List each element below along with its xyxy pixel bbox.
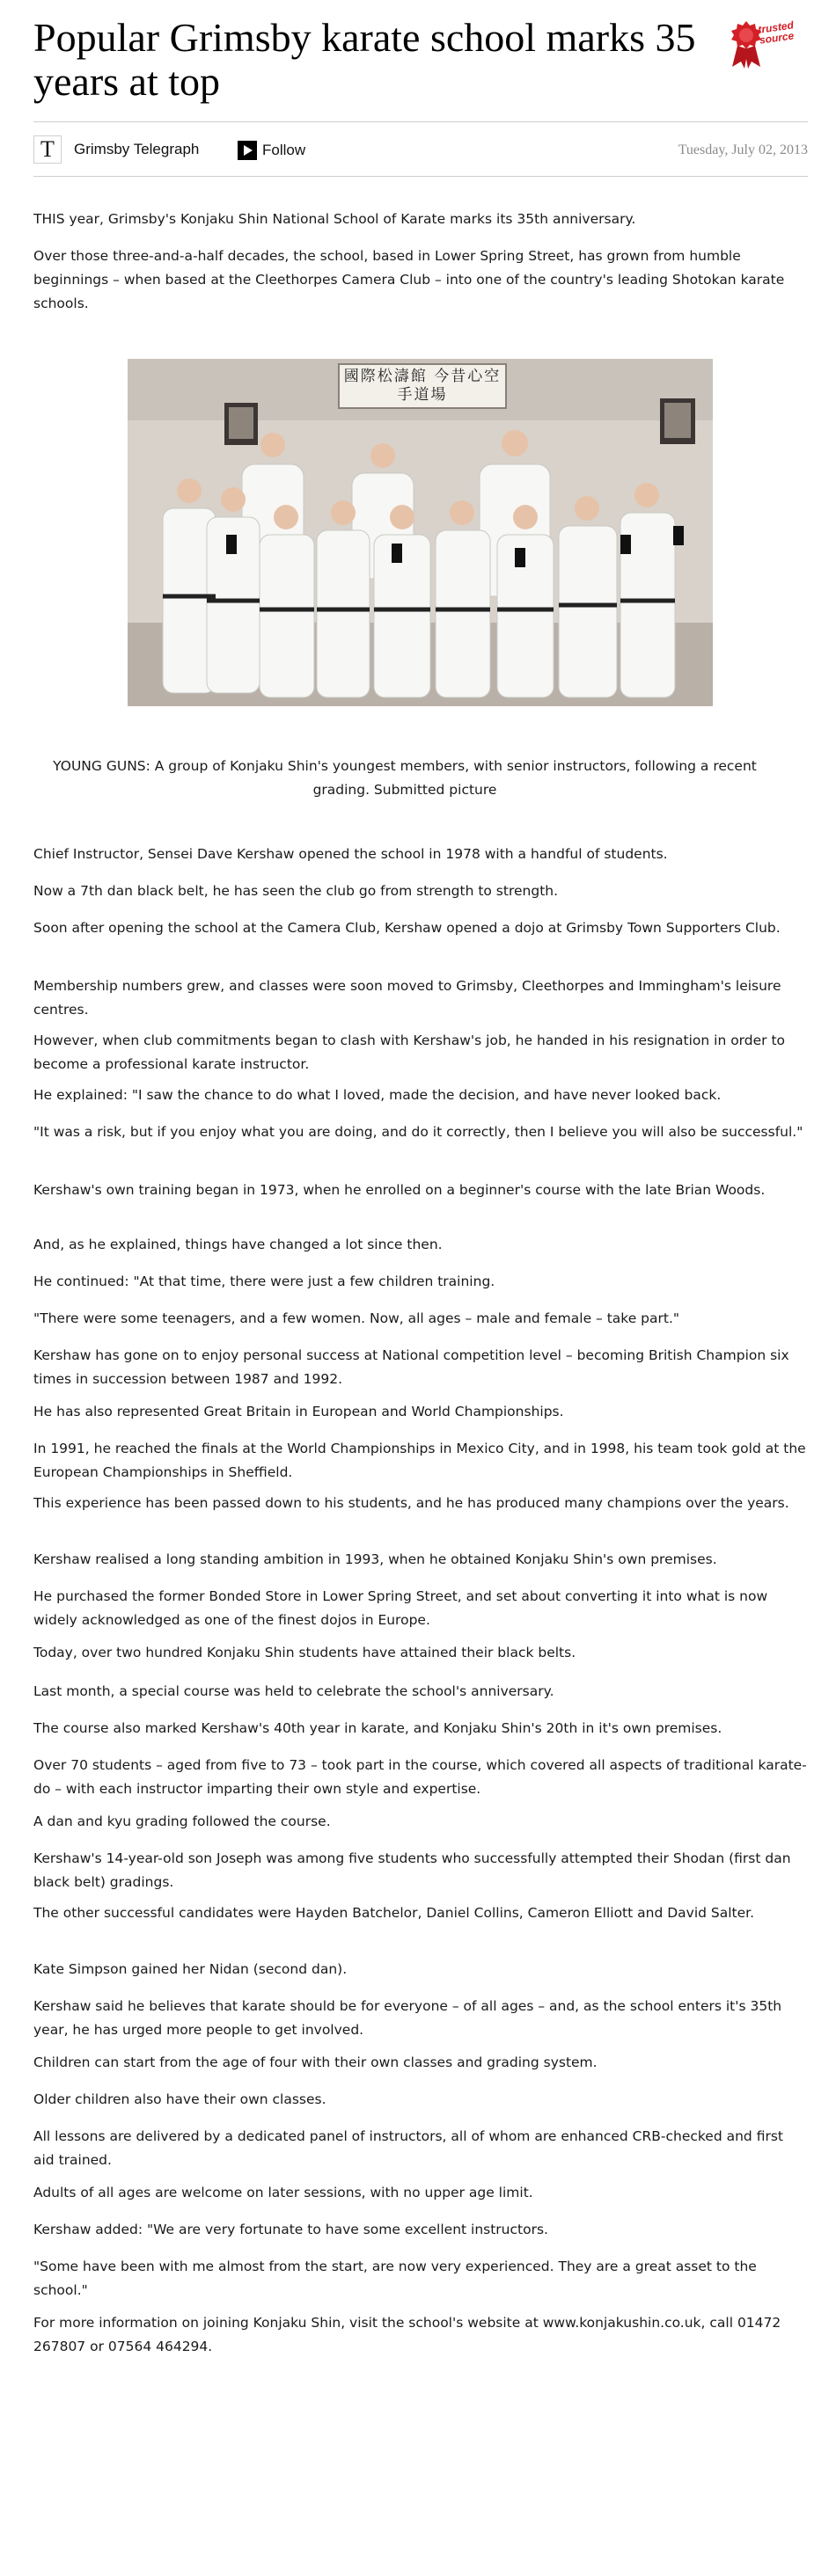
body-paragraph: All lessons are delivered by a dedicated panel of instructors, all of whom are enhanced CRB-checked and first aid trained. (33, 2128, 783, 2168)
follow-button[interactable] (238, 141, 305, 160)
trusted-source-badge (729, 19, 808, 72)
body-paragraph: A dan and kyu grading followed the course. (33, 1813, 331, 1829)
article-headline: Popular Grimsby karate school marks 35 years at top (33, 15, 696, 104)
body-paragraph: Kershaw has gone on to enjoy personal success at National competition level – becoming British Champion six times in succession between 1987 and 1992. (33, 1347, 789, 1387)
body-paragraph: Older children also have their own classes. (33, 2091, 326, 2107)
body-paragraph: Kershaw realised a long standing ambition in 1993, when he obtained Konjaku Shin's own premises. (33, 1551, 717, 1567)
body-paragraph: Adults of all ages are welcome on later sessions, with no upper age limit. (33, 2185, 533, 2200)
body-paragraph: The other successful candidates were Hayden Batchelor, Daniel Collins, Cameron Elliott and David Salter. (33, 1905, 755, 1921)
body-paragraph: For more information on joining Konjaku Shin, visit the school's website at www.konjakushin.co.uk, call 01472 267807 or 07564 464294. (33, 2315, 781, 2354)
dojo-banner-text: 國際松濤館 今昔心空手道場 (343, 368, 502, 404)
body-paragraph: He has also represented Great Britain in European and World Championships. (33, 1404, 564, 1419)
source-divider (33, 176, 808, 177)
body-paragraph: Children can start from the age of four with their own classes and grading system. (33, 2054, 598, 2070)
body-paragraph: Kershaw's own training began in 1973, when he enrolled on a beginner's course with the late Brian Woods. (33, 1182, 766, 1198)
body-paragraph: Kershaw added: "We are very fortunate to have some excellent instructors. (33, 2222, 548, 2237)
body-paragraph: And, as he explained, things have changed a lot since then. (33, 1237, 443, 1252)
body-paragraph: Kate Simpson gained her Nidan (second dan). (33, 1961, 348, 1977)
body-paragraph: Kershaw's 14-year-old son Joseph was among five students who successfully attempted their Shodan (first dan black belt) gradings. (33, 1850, 791, 1890)
source-bar (33, 132, 808, 172)
body-paragraph: Soon after opening the school at the Camera Club, Kershaw opened a dojo at Grimsby Town Supporters Club. (33, 920, 781, 936)
article-photo (128, 359, 713, 706)
follow-label: Follow (262, 142, 306, 158)
body-paragraph: In 1991, he reached the finals at the World Championships in Mexico City, and in 1998, his team took gold at the European Championships in Sheffield. (33, 1441, 806, 1480)
body-paragraph: This experience has been passed down to his students, and he has produced many champions over the years. (33, 1495, 789, 1511)
photo-caption: YOUNG GUNS: A group of Konjaku Shin's youngest members, with senior instructors, following a recent grading. Submitted picture (53, 758, 757, 798)
header-divider (33, 121, 808, 122)
body-paragraph: Today, over two hundred Konjaku Shin students have attained their black belts. (33, 1645, 576, 1660)
body-paragraph: Kershaw said he believes that karate should be for everyone – of all ages – and, as the school enters it's 35th year, he has urged more people to get involved. (33, 1998, 782, 2038)
body-paragraph: Chief Instructor, Sensei Dave Kershaw opened the school in 1978 with a handful of students. (33, 846, 668, 862)
intro-paragraph: Over those three-and-a-half decades, the school, based in Lower Spring Street, has grown from humble beginnings – when based at the Cleethorpes Camera Club – into one of the country's leading Shotokan karate schools. (33, 248, 785, 311)
play-icon (238, 141, 257, 160)
body-paragraph: He continued: "At that time, there were just a few children training. (33, 1273, 495, 1289)
body-paragraph: "It was a risk, but if you enjoy what you are doing, and do it correctly, then I believe you will also be successful." (33, 1124, 803, 1140)
body-paragraph: The course also marked Kershaw's 40th year in karate, and Konjaku Shin's 20th in it's own premises. (33, 1720, 722, 1736)
body-paragraph: Membership numbers grew, and classes were soon moved to Grimsby, Cleethorpes and Immingham's leisure centres. (33, 978, 781, 1018)
body-paragraph: "Some have been with me almost from the start, are now very experienced. They are a great asset to the school." (33, 2259, 757, 2298)
body-paragraph: He purchased the former Bonded Store in Lower Spring Street, and set about converting it into what is now widely acknowledged as one of the finest dojos in Europe. (33, 1588, 768, 1628)
intro-paragraph: THIS year, Grimsby's Konjaku Shin National School of Karate marks its 35th anniversary. (33, 211, 636, 227)
group-photo-illustration (128, 359, 713, 706)
body-paragraph: Last month, a special course was held to celebrate the school's anniversary. (33, 1683, 554, 1699)
body-paragraph: Now a 7th dan black belt, he has seen the club go from strength to strength. (33, 883, 559, 899)
body-paragraph: Over 70 students – aged from five to 73 – took part in the course, which covered all aspects of traditional karate-do – with each instructor imparting their own style and expertise. (33, 1757, 807, 1797)
publisher-logo[interactable]: T (33, 135, 62, 164)
body-paragraph: "There were some teenagers, and a few women. Now, all ages – male and female – take part." (33, 1310, 680, 1326)
badge-label: trusted source (757, 18, 796, 47)
publish-date: Tuesday, July 02, 2013 (678, 142, 808, 157)
body-paragraph: However, when club commitments began to clash with Kershaw's job, he handed in his resignation in order to become a professional karate instructor. (33, 1033, 786, 1072)
publisher-name[interactable]: Grimsby Telegraph (74, 141, 200, 157)
body-paragraph: He explained: "I saw the chance to do what I loved, made the decision, and have never looked back. (33, 1087, 722, 1103)
